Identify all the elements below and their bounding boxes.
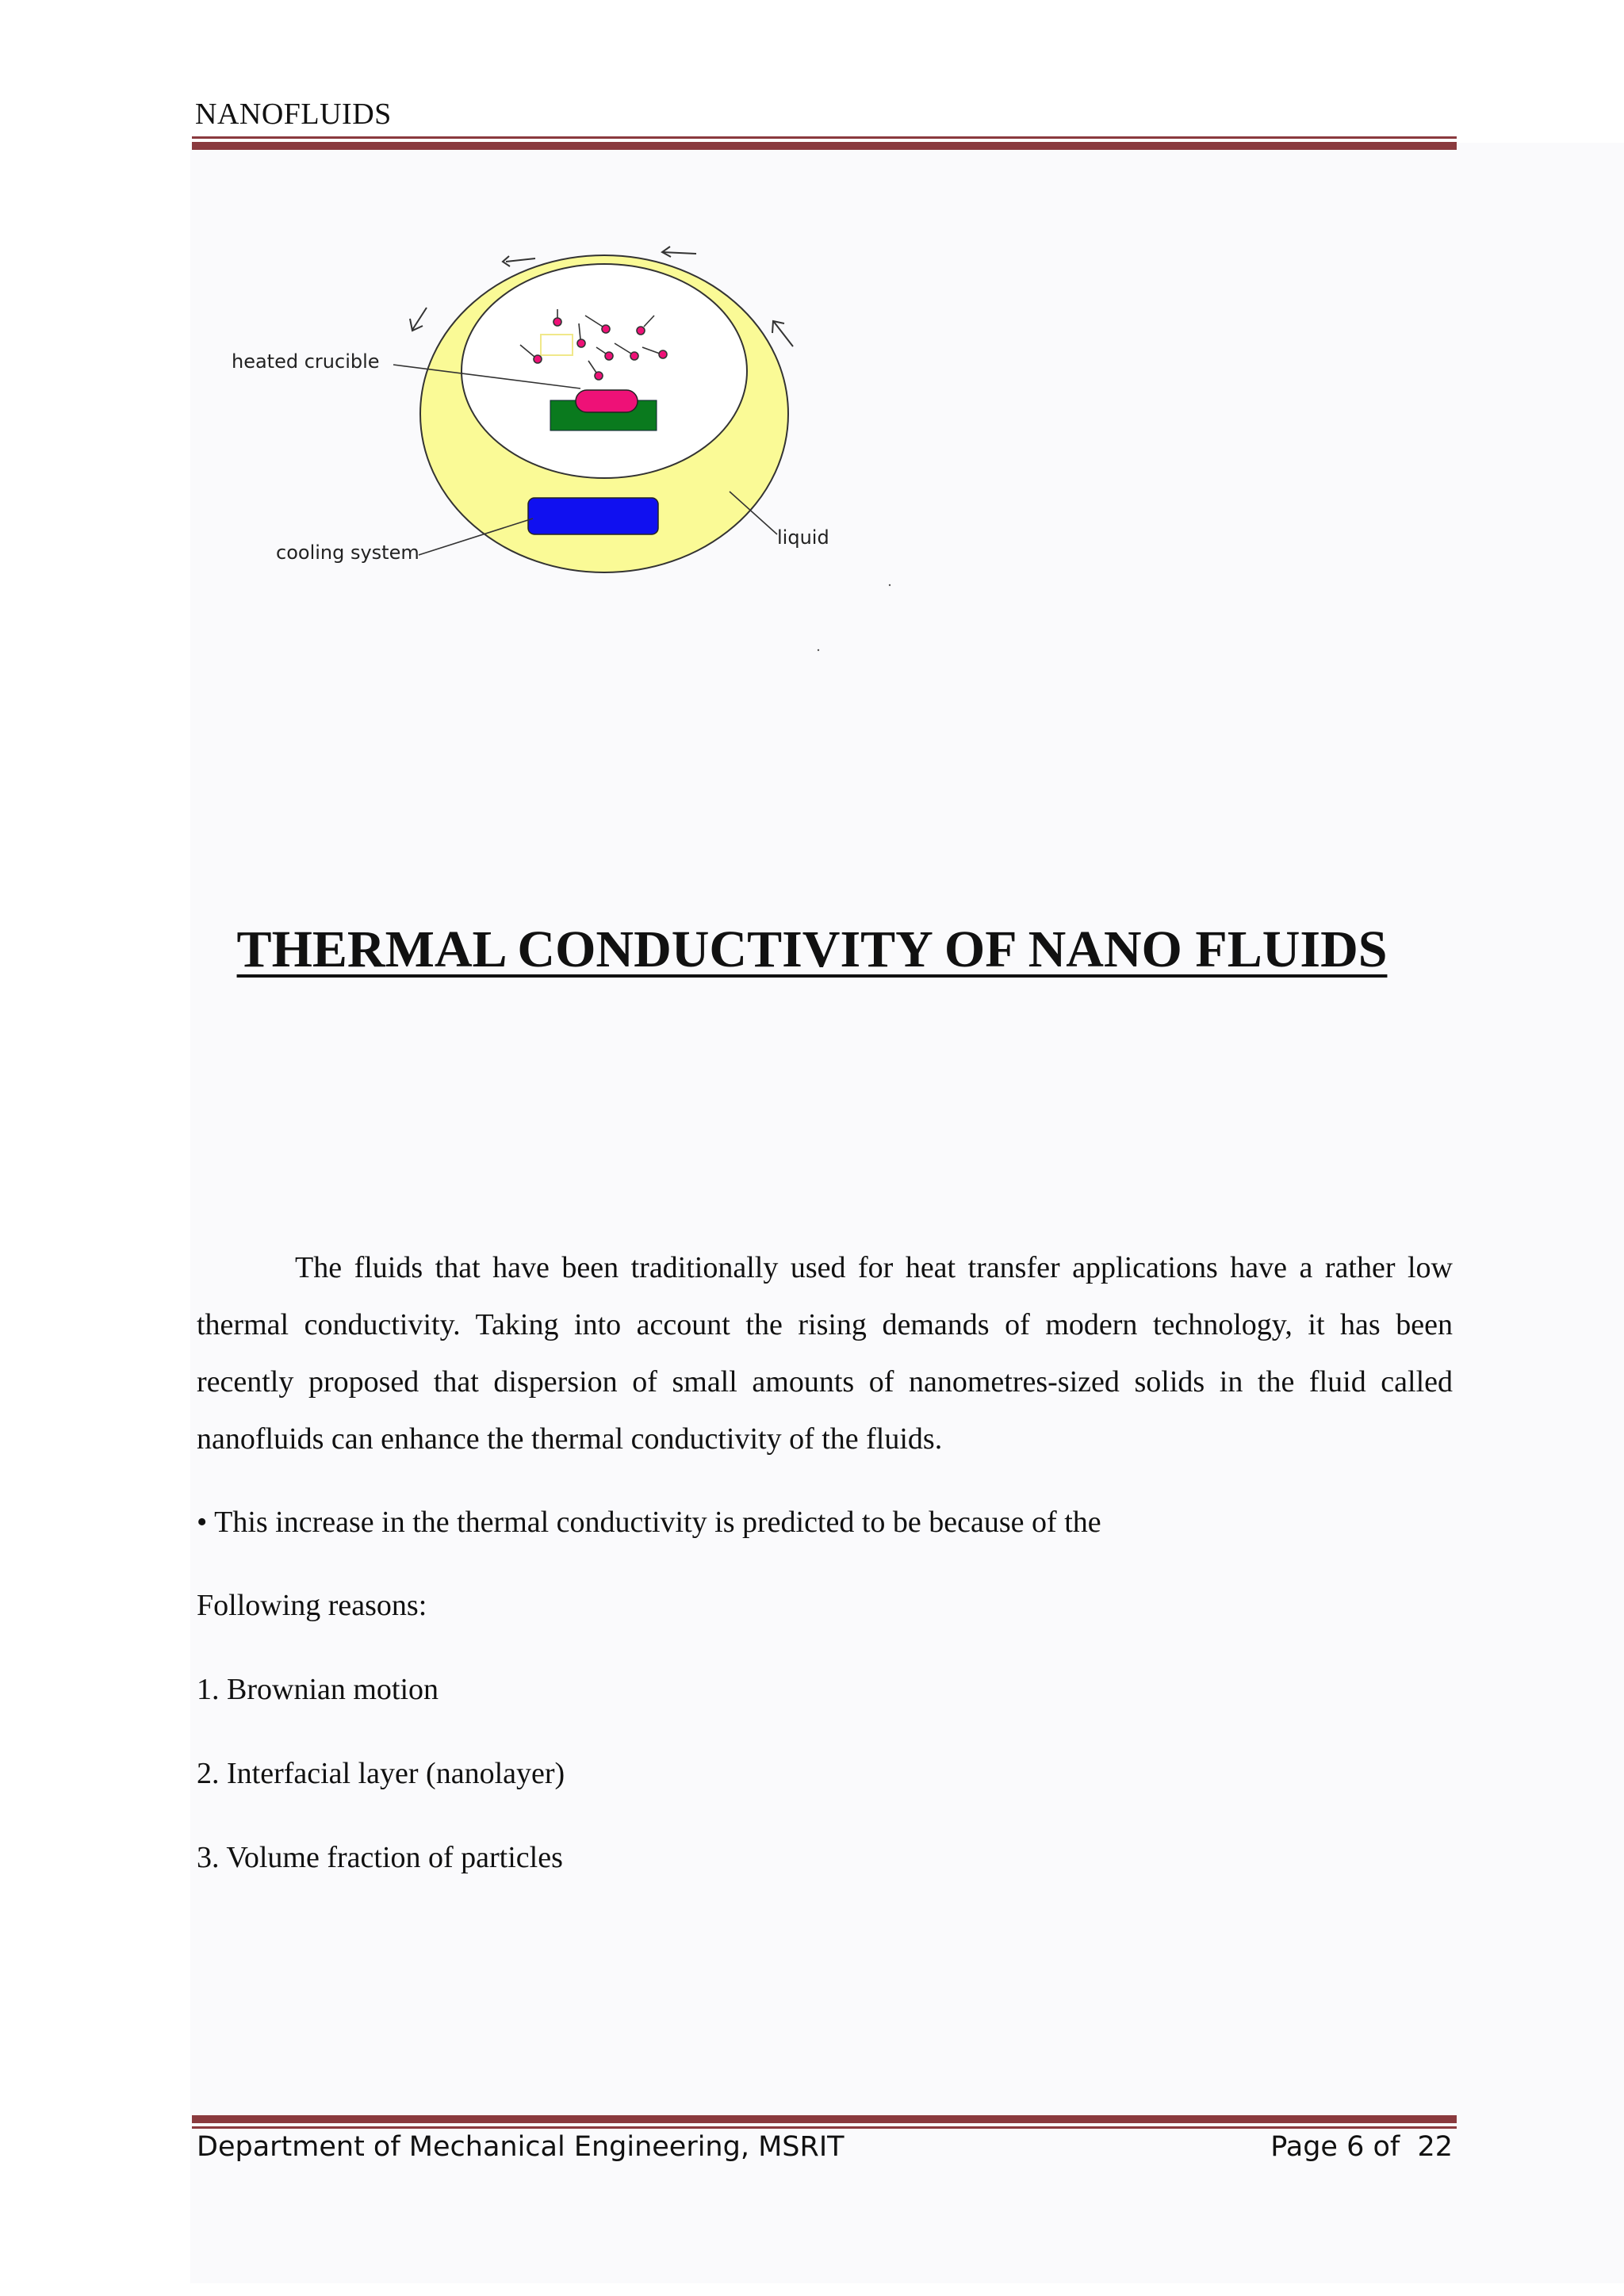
cooling-system-label: cooling system: [276, 541, 419, 564]
bullet-point: • This increase in the thermal conductivity is predicted to be because of the: [197, 1506, 1101, 1539]
list-item: 3. Volume fraction of particles: [197, 1841, 563, 1874]
liquid-label: liquid: [777, 526, 829, 549]
section-title: THERMAL CONDUCTIVITY OF NANO FLUIDS: [236, 920, 1388, 978]
header-rule: [192, 136, 1457, 150]
footer-department: Department of Mechanical Engineering, MSRIT: [197, 2131, 845, 2163]
speck: [889, 584, 891, 586]
intro-paragraph: The fluids that have been traditionally used for heat transfer applications have a rather low thermal conductivity. Taking into account the rising demands of modern technology, it has been recently proposed that dispersion of small amounts of nanometres-sized solids in the fluid called nanofluids can enhance the thermal conductivity of the fluids.: [197, 1251, 1453, 1456]
running-header: NANOFLUIDS: [195, 98, 392, 131]
inner-chamber-ellipse: [462, 264, 747, 478]
nanofluid-apparatus-figure: [214, 230, 896, 674]
reasons-intro: Following reasons:: [197, 1589, 427, 1622]
heated-crucible-label: heated crucible: [232, 350, 380, 373]
cooling-system-shape: [528, 498, 658, 534]
speck: [818, 649, 819, 651]
heated-crucible-shape: [576, 390, 638, 412]
footer-page-number: Page 6 of 22: [1270, 2131, 1453, 2163]
list-item: 2. Interfacial layer (nanolayer): [197, 1757, 565, 1790]
footer-rule: [192, 2115, 1457, 2129]
list-item: 1. Brownian motion: [197, 1673, 439, 1706]
